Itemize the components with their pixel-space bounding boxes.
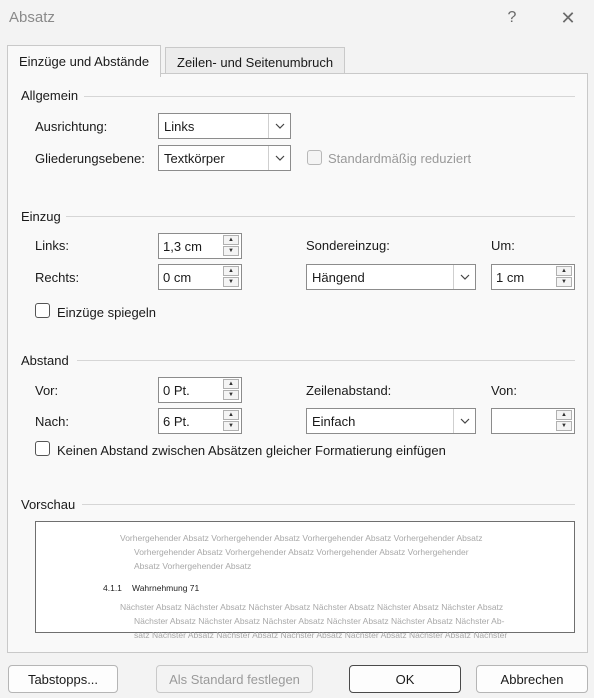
spin-down-icon[interactable]: ▼: [556, 421, 572, 431]
section-heading-allgemein: Allgemein: [21, 88, 79, 103]
gliederungsebene-dropdown[interactable]: [158, 145, 291, 171]
tabstopps-button[interactable]: Tabstopps...: [8, 665, 118, 693]
spin-up-icon[interactable]: ▲: [556, 410, 572, 420]
ausrichtung-dropdown[interactable]: [158, 113, 291, 139]
section-heading-einzug: Einzug: [21, 209, 61, 224]
sondereinzug-dropdown[interactable]: [306, 264, 476, 290]
chevron-down-icon: [268, 114, 290, 138]
zeilenabstand-value: Einfach: [312, 414, 356, 429]
um-label: Um:: [491, 238, 515, 253]
ok-button[interactable]: OK: [349, 665, 461, 693]
section-heading-abstand: Abstand: [21, 353, 69, 368]
zeilenabstand-label: Zeilenabstand:: [306, 383, 392, 398]
window-title: Absatz: [9, 9, 55, 26]
links-label: Links:: [35, 238, 69, 253]
um-spinner[interactable]: [491, 264, 575, 290]
tab-einzuege-abstaende[interactable]: [7, 45, 161, 77]
vor-spinner[interactable]: [158, 377, 242, 403]
spin-up-icon[interactable]: ▲: [223, 266, 239, 276]
chevron-down-icon: [453, 409, 475, 433]
close-button[interactable]: ✕: [560, 7, 576, 28]
links-spinner[interactable]: [158, 233, 242, 259]
links-value: 1,3 cm: [163, 239, 203, 254]
chevron-down-icon: [268, 146, 290, 170]
help-button[interactable]: ?: [507, 9, 517, 26]
als-standard-button[interactable]: Als Standard festlegen: [156, 665, 313, 693]
preview-previous-line: Vorhergehender Absatz Vorhergehender Absatz Vorhergehender Absatz Vorhergehender: [134, 547, 469, 557]
zeilenabstand-dropdown[interactable]: [306, 408, 476, 434]
spin-up-icon[interactable]: ▲: [223, 235, 239, 245]
spin-down-icon[interactable]: ▼: [223, 246, 239, 256]
von-label: Von:: [491, 383, 518, 398]
spin-down-icon[interactable]: ▼: [223, 421, 239, 431]
keinen-abstand-label: Keinen Abstand zwischen Absätzen gleicher Formatierung einfügen: [57, 443, 446, 458]
standard-reduziert-label: Standardmäßig reduziert: [328, 151, 472, 166]
spin-up-icon[interactable]: ▲: [223, 379, 239, 389]
gliederungsebene-value: Textkörper: [164, 151, 225, 166]
nach-spinner[interactable]: [158, 408, 242, 434]
nach-label: Nach:: [35, 414, 69, 429]
standard-reduziert-checkbox[interactable]: [307, 150, 322, 165]
vor-value: 0 Pt.: [163, 383, 190, 398]
nach-value: 6 Pt.: [163, 414, 190, 429]
rechts-spinner[interactable]: [158, 264, 242, 290]
vor-label: Vor:: [35, 383, 59, 398]
um-value: 1 cm: [496, 270, 525, 285]
preview-current-number: 4.1.1: [103, 583, 122, 593]
spin-down-icon[interactable]: ▼: [556, 277, 572, 287]
von-spinner[interactable]: [491, 408, 575, 434]
gliederungsebene-label: Gliederungsebene:: [35, 151, 145, 166]
ausrichtung-label: Ausrichtung:: [35, 119, 108, 134]
preview-previous-line: Absatz Vorhergehender Absatz: [134, 561, 252, 571]
sondereinzug-value: Hängend: [312, 270, 365, 285]
abbrechen-button[interactable]: Abbrechen: [476, 665, 588, 693]
spin-down-icon[interactable]: ▼: [223, 277, 239, 287]
section-divider: [77, 360, 575, 361]
title-bar: [0, 0, 594, 38]
section-divider: [66, 216, 575, 217]
section-heading-vorschau: Vorschau: [21, 497, 76, 512]
rechts-value: 0 cm: [163, 270, 192, 285]
preview-previous-line: Vorhergehender Absatz Vorhergehender Absatz Vorhergehender Absatz Vorhergehender Absatz: [120, 533, 483, 543]
ausrichtung-value: Links: [164, 119, 195, 134]
spin-up-icon[interactable]: ▲: [223, 410, 239, 420]
section-divider: [82, 504, 575, 505]
preview-current-text: Wahrnehmung 71: [132, 583, 200, 593]
keinen-abstand-checkbox[interactable]: [35, 441, 50, 456]
preview-next-line: Nächster Absatz Nächster Absatz Nächster Absatz Nächster Absatz Nächster Absatz Nächster Absatz: [120, 602, 504, 612]
preview-pane: [35, 521, 575, 640]
spin-up-icon[interactable]: ▲: [556, 266, 572, 276]
section-divider: [84, 96, 575, 97]
tab-label: Einzüge und Abstände: [19, 54, 150, 69]
einzuege-spiegeln-label: Einzüge spiegeln: [57, 305, 157, 320]
chevron-down-icon: [453, 265, 475, 289]
spin-down-icon[interactable]: ▼: [223, 390, 239, 400]
tab-label: Zeilen- und Seitenumbruch: [177, 54, 334, 70]
preview-next-line: satz Nächster Absatz Nächster Absatz Nächster Absatz Nächster Absatz Nächster Absatz Nächster: [134, 630, 508, 640]
rechts-label: Rechts:: [35, 270, 80, 285]
einzuege-spiegeln-checkbox[interactable]: [35, 303, 50, 318]
preview-next-line: Nächster Absatz Nächster Absatz Nächster Absatz Nächster Absatz Nächster Absatz Nächster Ab-: [134, 616, 505, 626]
sondereinzug-label: Sondereinzug:: [306, 238, 390, 253]
